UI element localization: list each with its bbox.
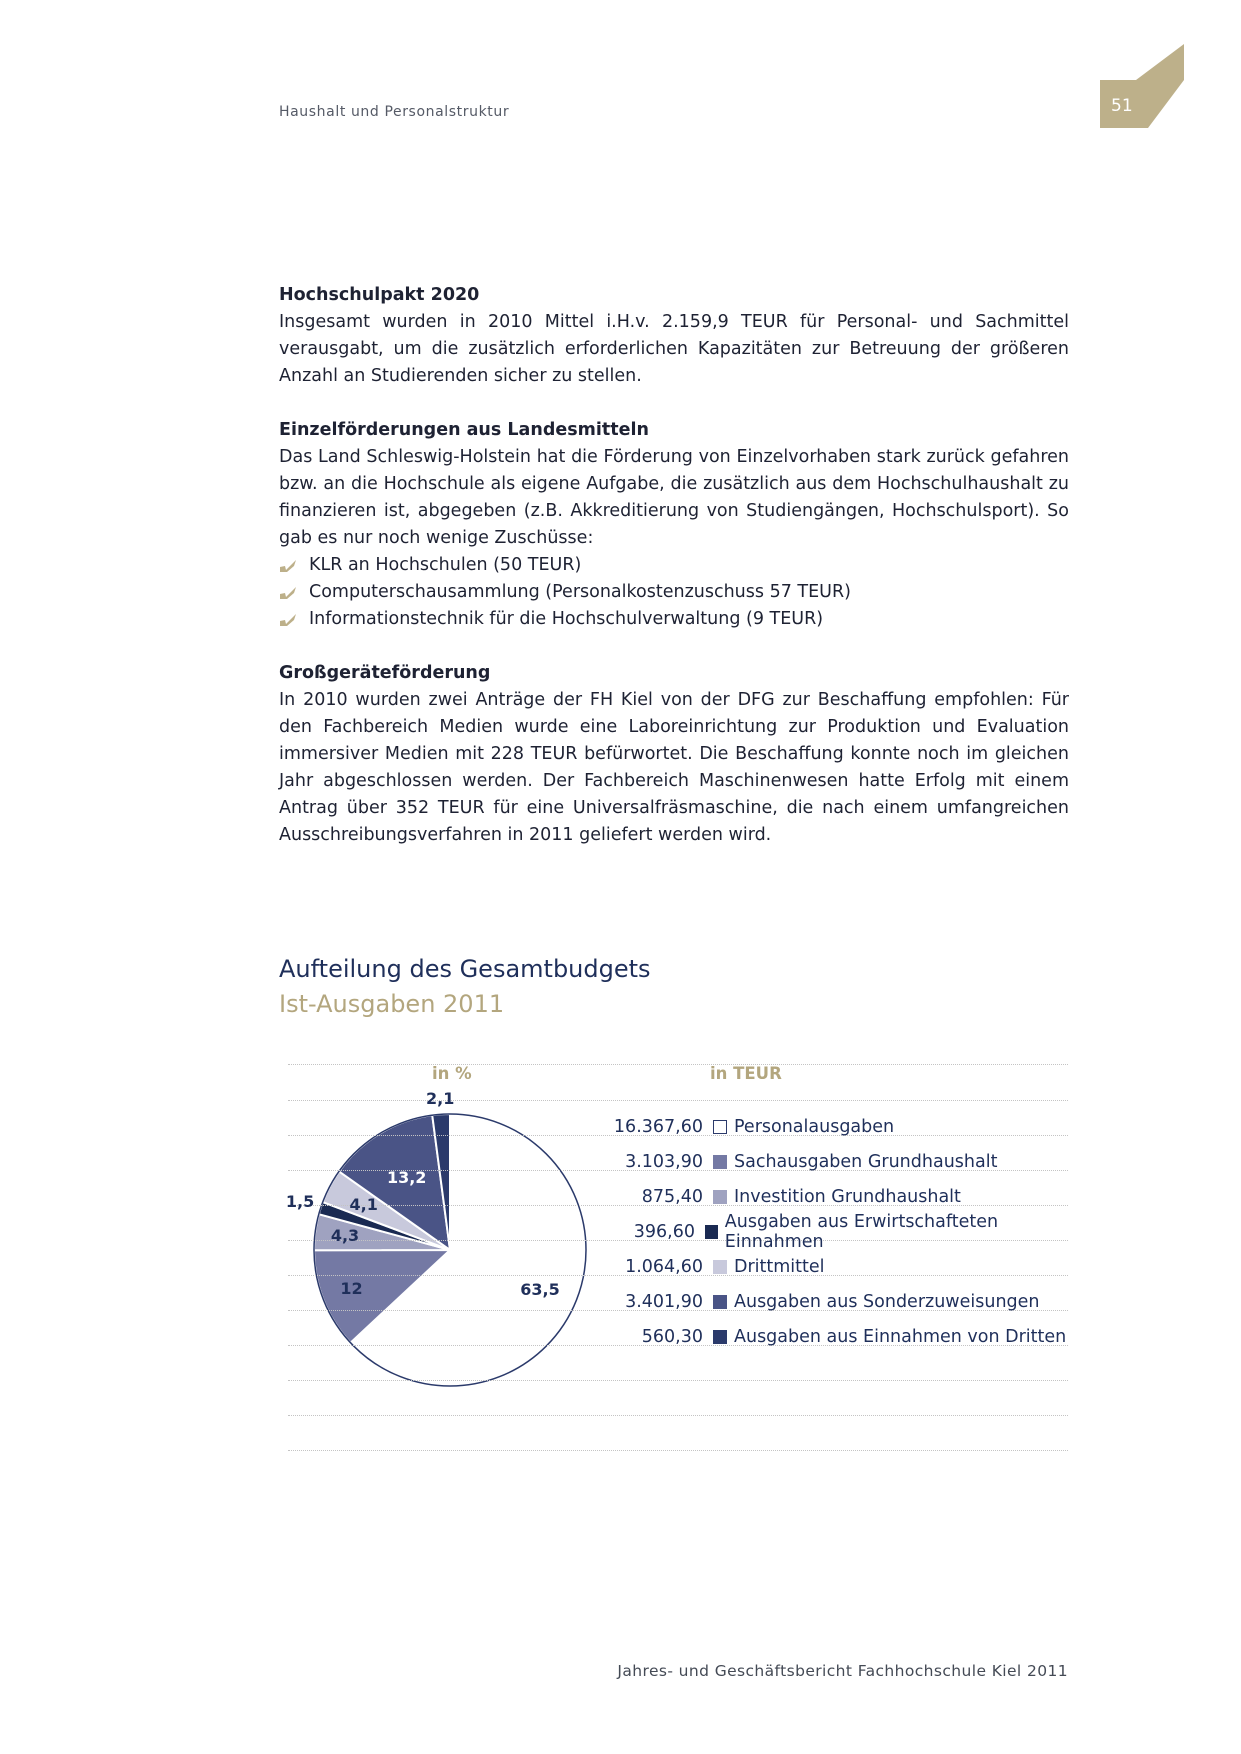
chart-title: Aufteilung des Gesamtbudgets	[279, 955, 651, 983]
legend-label: Personalausgaben	[734, 1117, 895, 1137]
list-item	[279, 579, 1069, 606]
section-paragraph: Insgesamt wurden in 2010 Mittel i.H.v. 2.159,9 TEUR für Personal- und Sachmittel verausgabt, um die zusätzlich erforderlichen Kapazitäten zur Betreuung der größeren Anzahl an Studierenden sicher zu stellen.	[279, 312, 1069, 386]
legend-row	[610, 1287, 1040, 1317]
pie-slice-label: 13,2	[386, 1168, 427, 1188]
legend-swatch	[713, 1120, 727, 1134]
legend-value: 396,60	[633, 1222, 695, 1242]
legend-label: Ausgaben aus Erwirtschafteten Einnahmen	[724, 1212, 999, 1252]
budget-pie-chart	[280, 1050, 1070, 1470]
page-footer: Jahres- und Geschäftsbericht Fachhochschule Kiel 2011	[617, 1662, 1068, 1680]
legend-value: 560,30	[641, 1327, 703, 1347]
legend-swatch	[713, 1260, 727, 1274]
pie-slice-label: 12	[340, 1279, 363, 1299]
list-item	[279, 552, 1069, 579]
section-heading: Großgeräteförderung	[279, 663, 491, 683]
legend-swatch	[705, 1225, 718, 1239]
legend-row	[610, 1147, 997, 1177]
legend-row	[610, 1182, 961, 1212]
section-grossgeraete	[279, 660, 1069, 849]
section-einzelfoerderungen	[279, 417, 1069, 633]
running-header: Haushalt und Personalstruktur	[279, 104, 510, 120]
pie-slice-label: 1,5	[285, 1191, 315, 1211]
pie-slice-label: 4,3	[330, 1226, 360, 1246]
legend-label: Investition Grundhaushalt	[734, 1187, 961, 1207]
legend-row	[610, 1252, 825, 1282]
checkmark-bullet-icon	[279, 613, 297, 627]
legend-label: Ausgaben aus Sonderzuweisungen	[734, 1292, 1040, 1312]
legend-row	[610, 1112, 894, 1142]
percent-column-header: in %	[432, 1064, 472, 1083]
legend-value: 16.367,60	[613, 1117, 703, 1137]
chart-rule-line	[288, 1415, 1068, 1416]
section-paragraph: Das Land Schleswig-Holstein hat die Förderung von Einzelvorhaben stark zurück gefahren bzw. an die Hochschule als eigene Aufgabe, die zusätzlich aus dem Hochschulhaushalt zu finanzieren ist, abgegeben (z.B. Akkreditierung von Studiengängen, Hochschulsport). So gab es nur noch wenige Zuschüsse:	[279, 447, 1069, 548]
chart-rule-line	[288, 1450, 1068, 1451]
legend-swatch	[713, 1155, 727, 1169]
checkmark-bullet-icon	[279, 586, 297, 600]
section-heading: Hochschulpakt 2020	[279, 285, 480, 305]
page-number: 51	[1111, 96, 1133, 116]
legend-swatch	[713, 1330, 727, 1344]
chart-rule-line	[288, 1100, 1068, 1101]
section-hochschulpakt	[279, 282, 1069, 390]
pie-slice-label: 2,1	[426, 1088, 455, 1108]
legend-value: 875,40	[641, 1187, 703, 1207]
list-item-text: Computerschausammlung (Personalkostenzuschuss 57 TEUR)	[309, 582, 851, 602]
legend-label: Ausgaben aus Einnahmen von Dritten	[734, 1327, 1067, 1347]
section-heading: Einzelförderungen aus Landesmitteln	[279, 420, 649, 440]
chart-rule-line	[288, 1380, 1068, 1381]
legend-value: 1.064,60	[625, 1257, 703, 1277]
legend-swatch	[713, 1295, 727, 1309]
pie-slice-label: 4,1	[349, 1194, 378, 1214]
list-item-text: KLR an Hochschulen (50 TEUR)	[309, 555, 582, 575]
list-item-text: Informationstechnik für die Hochschulverwaltung (9 TEUR)	[309, 609, 824, 629]
section-paragraph: In 2010 wurden zwei Anträge der FH Kiel von der DFG zur Beschaffung empfohlen: Für den Fachbereich Medien wurde eine Laboreinrichtung zur Produktion und Evaluation immersiver Medien mit 228 TEUR befürwortet. Die Beschaffung konnte noch im gleichen Jahr abgeschlossen werden. Der Fachbereich Maschinenwesen hatte Erfolg mit einem Antrag über 352 TEUR für eine Universalfräsmaschine, die nach einem umfangreichen Ausschreibungsverfahren in 2011 geliefert werden wird.	[279, 690, 1069, 845]
legend-value: 3.401,90	[625, 1292, 703, 1312]
legend-row	[610, 1212, 1070, 1252]
legend-row	[610, 1322, 1066, 1352]
list-item	[279, 606, 1069, 633]
legend-swatch	[713, 1190, 727, 1204]
legend-label: Drittmittel	[734, 1257, 825, 1277]
legend-value: 3.103,90	[625, 1152, 703, 1172]
pie-slice-label: 63,5	[520, 1279, 560, 1299]
pie-svg	[280, 1050, 620, 1470]
legend-label: Sachausgaben Grundhaushalt	[734, 1152, 998, 1172]
chart-subtitle: Ist-Ausgaben 2011	[279, 990, 505, 1018]
value-column-header: in TEUR	[710, 1064, 782, 1083]
chart-rule-line	[288, 1064, 1068, 1065]
checkmark-bullet-icon	[279, 559, 297, 573]
